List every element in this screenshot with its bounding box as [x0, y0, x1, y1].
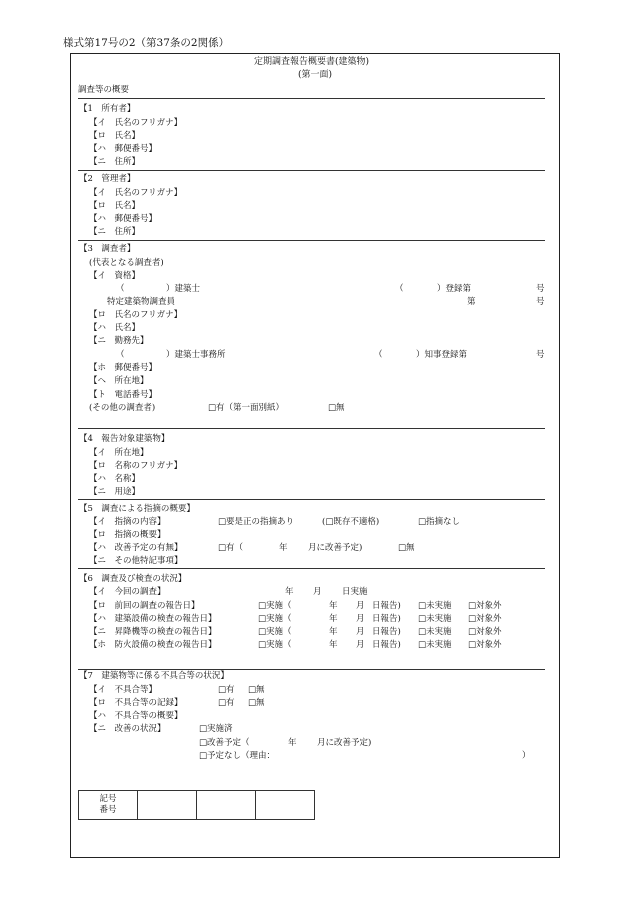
not-done-checkbox[interactable]: □未実施 [418, 627, 452, 637]
section-7-heading: 【7 建築物等に係る不具合等の状況】 [79, 671, 229, 681]
planned-year: 年 [288, 738, 297, 748]
section-4-heading: 【4 報告対象建築物】 [79, 434, 170, 444]
done-checkbox[interactable]: □実施（ [258, 640, 292, 650]
done-checkbox[interactable]: □実施（ [258, 614, 292, 624]
manager-kana-label: 【イ 氏名のフリガナ】 [89, 188, 183, 198]
inspector-go: 号 [536, 297, 545, 307]
report-date-label: 【ホ 防火設備の検査の報告日】 [89, 640, 217, 650]
manager-name-label: 【ロ 氏名】 [89, 201, 141, 211]
improvement-status-label: 【ニ 改善の状況】 [89, 724, 166, 734]
defect-record-label: 【ロ 不具合等の記録】 [89, 698, 183, 708]
section-1-heading: 【1 所有者】 [79, 104, 136, 114]
registration-paren-open: （ [395, 284, 404, 294]
manager-address-label: 【ニ 住所】 [89, 227, 141, 237]
done-checkbox[interactable]: □実施（ [258, 627, 292, 637]
defect-no-checkbox[interactable]: □無 [248, 685, 265, 695]
owner-address-label: 【ニ 住所】 [89, 157, 141, 167]
registration-number-label: ）登録第 [437, 284, 472, 294]
improvement-year: 年 [279, 543, 288, 553]
improvement-plan-yes-checkbox[interactable]: □有（ [218, 543, 244, 553]
office-phone-label: 【ト 電話番号】 [89, 390, 158, 400]
defect-yes-checkbox[interactable]: □有 [218, 685, 235, 695]
governor-registration-label: ）知事登録第 [416, 350, 468, 360]
report-day: 日報告) [372, 601, 401, 611]
owner-kana-label: 【イ 氏名のフリガナ】 [89, 118, 183, 128]
current-survey-day: 日実施 [342, 587, 368, 597]
document-title: 定期調査報告概要書(建築物) [254, 57, 370, 67]
not-applicable-checkbox[interactable]: □対象外 [468, 640, 502, 650]
implemented-checkbox[interactable]: □実施済 [199, 724, 233, 734]
governor-go: 号 [536, 350, 545, 360]
report-year: 年 [329, 640, 338, 650]
record-number-label: 番号 [99, 805, 117, 815]
building-name-kana-label: 【ロ 名称のフリガナ】 [89, 461, 183, 471]
finding-summary-label: 【ロ 指摘の概要】 [89, 530, 166, 540]
report-month: 月 [356, 601, 365, 611]
inspector-name-label: 【ハ 氏名】 [89, 323, 141, 333]
defect-summary-label: 【ハ 不具合等の概要】 [89, 711, 183, 721]
governor-paren-open: （ [374, 350, 383, 360]
qualification-label: 【イ 資格】 [89, 271, 141, 281]
report-month: 月 [356, 627, 365, 637]
done-checkbox[interactable]: □実施（ [258, 601, 292, 611]
no-finding-checkbox[interactable]: □指摘なし [418, 517, 461, 527]
divider [78, 428, 545, 429]
specified-inspector-label: 特定建築物調査員 [107, 297, 176, 307]
building-location-label: 【イ 所在地】 [89, 448, 149, 458]
record-number-cell[interactable] [138, 791, 197, 820]
owner-zip-label: 【ハ 郵便番号】 [89, 144, 158, 154]
improvement-plan-no-checkbox[interactable]: □無 [398, 543, 415, 553]
owner-name-label: 【ロ 氏名】 [89, 131, 141, 141]
not-done-checkbox[interactable]: □未実施 [418, 640, 452, 650]
not-planned-close-paren: ） [522, 751, 531, 761]
report-date-label: 【ロ 前回の調査の報告日】 [89, 601, 200, 611]
divider [78, 170, 545, 171]
building-use-label: 【ニ 用途】 [89, 487, 141, 497]
existing-nonconforming-checkbox[interactable]: (□既存不適格) [322, 517, 380, 527]
workplace-label: 【ニ 勤務先】 [89, 336, 149, 346]
building-name-label: 【ハ 名称】 [89, 474, 141, 484]
special-notes-label: 【ニ その他特記事項】 [89, 556, 183, 566]
divider [78, 568, 545, 569]
report-year: 年 [329, 601, 338, 611]
divider [78, 98, 545, 99]
report-date-label: 【ハ 建築設備の検査の報告日】 [89, 614, 217, 624]
record-number-label-cell [79, 791, 138, 820]
representative-note: (代表となる調査者) [89, 258, 164, 268]
improvement-plan-label: 【ハ 改善予定の有無】 [89, 543, 183, 553]
office-paren-open: （ [116, 350, 125, 360]
report-month: 月 [356, 614, 365, 624]
not-planned-checkbox[interactable]: □予定なし（理由： [199, 751, 276, 761]
report-year: 年 [329, 614, 338, 624]
record-number-cell[interactable] [256, 791, 315, 820]
finding-content-label: 【イ 指摘の内容】 [89, 517, 166, 527]
report-year: 年 [329, 627, 338, 637]
current-survey-month: 月 [313, 587, 322, 597]
inspector-dai: 第 [467, 297, 476, 307]
overview-heading: 調査等の概要 [78, 85, 130, 95]
improvement-month: 月に改善予定) [308, 543, 363, 553]
manager-zip-label: 【ハ 郵便番号】 [89, 214, 158, 224]
architect-paren-open: （ [116, 284, 125, 294]
document-subtitle: (第一面) [298, 70, 333, 80]
other-inspectors-yes-checkbox[interactable]: □有（第一面別紙） [208, 403, 285, 413]
defect-label: 【イ 不具合等】 [89, 685, 158, 695]
not-applicable-checkbox[interactable]: □対象外 [468, 601, 502, 611]
report-day: 日報告) [372, 627, 401, 637]
divider [78, 240, 545, 241]
report-month: 月 [356, 640, 365, 650]
not-applicable-checkbox[interactable]: □対象外 [468, 627, 502, 637]
correction-required-checkbox[interactable]: □要是正の指摘あり [218, 517, 295, 527]
current-survey-label: 【イ 今回の調査】 [89, 587, 166, 597]
section-3-heading: 【3 調査者】 [79, 244, 136, 254]
other-inspectors-label: (その他の調査者) [89, 403, 156, 413]
divider [78, 669, 545, 670]
planned-checkbox[interactable]: □改善予定（ [199, 738, 250, 748]
report-day: 日報告) [372, 640, 401, 650]
current-survey-year: 年 [285, 587, 294, 597]
section-5-heading: 【5 調査による指摘の概要】 [79, 504, 195, 514]
office-class: ）建築士事務所 [166, 350, 226, 360]
report-date-label: 【ニ 昇降機等の検査の報告日】 [89, 627, 217, 637]
divider [78, 499, 545, 500]
section-6-heading: 【6 調査及び検査の状況】 [79, 574, 187, 584]
other-inspectors-no-checkbox[interactable]: □無 [328, 403, 345, 413]
defect-record-no-checkbox[interactable]: □無 [248, 698, 265, 708]
planned-month: 月に改善予定) [317, 738, 372, 748]
defect-record-yes-checkbox[interactable]: □有 [218, 698, 235, 708]
not-done-checkbox[interactable]: □未実施 [418, 614, 452, 624]
registration-go: 号 [536, 284, 545, 294]
architect-class: ）建築士 [166, 284, 201, 294]
not-done-checkbox[interactable]: □未実施 [418, 601, 452, 611]
office-zip-label: 【ホ 郵便番号】 [89, 363, 158, 373]
record-number-cell[interactable] [197, 791, 256, 820]
record-symbol-label: 記号 [99, 793, 117, 804]
section-2-heading: 【2 管理者】 [79, 174, 136, 184]
office-address-label: 【ヘ 所在地】 [89, 376, 149, 386]
report-day: 日報告) [372, 614, 401, 624]
not-applicable-checkbox[interactable]: □対象外 [468, 614, 502, 624]
record-number-table [78, 790, 315, 820]
inspector-kana-label: 【ロ 氏名のフリガナ】 [89, 310, 183, 320]
form-number: 様式第17号の2（第37条の2関係） [63, 37, 230, 49]
